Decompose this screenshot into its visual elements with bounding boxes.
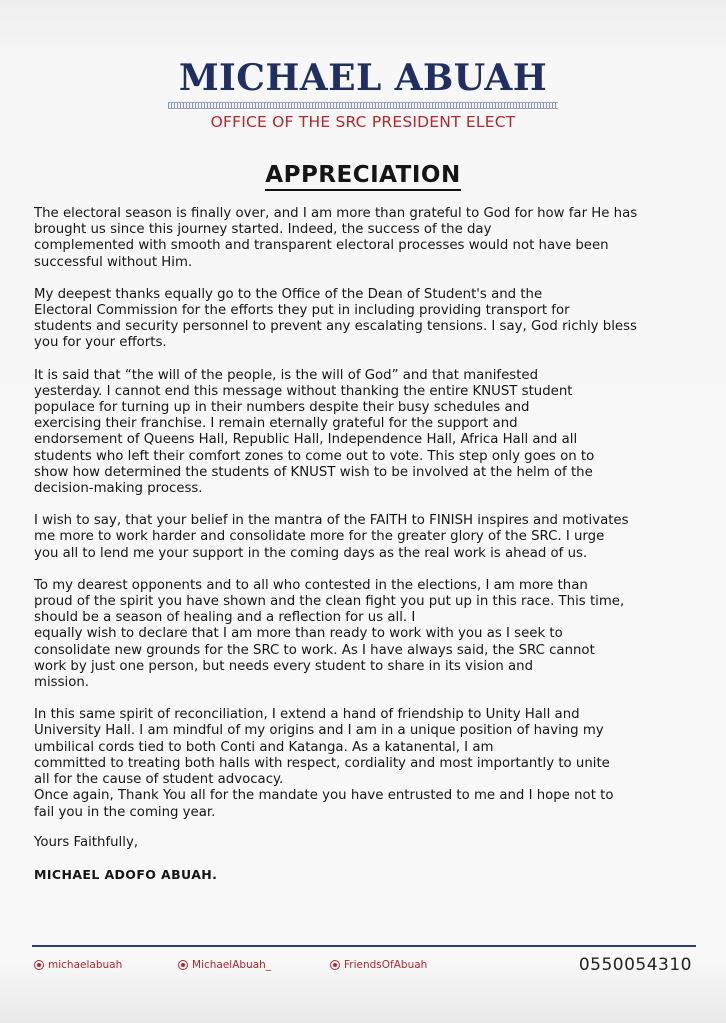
paragraph: In this same spirit of reconciliation, I extend a hand of friendship to Unity Hall and University Hall. I am mindful of my origins and I am in a unique position of having my umbilical cords tied to both Conti and Katanga. As a katanental, I am committed to treating both halls with respect, cordiality and most importantly to unite all for the cause of student advocacy. Once again, Thank You all for the mandate you have entrusted to me and I hope not to fail you in the coming year.: [34, 707, 614, 820]
social-handle: FriendsOfAbuah: [344, 959, 428, 971]
letterhead-name: MICHAEL ABUAH: [178, 57, 548, 99]
letterhead: [0, 58, 726, 131]
letter-body: [34, 206, 704, 899]
letterhead-divider: [168, 102, 558, 109]
footer: [32, 955, 696, 979]
signature-name: MICHAEL ADOFO ABUAH.: [34, 866, 218, 882]
phone-number: 0550054310: [578, 955, 692, 975]
social-twitter[interactable]: [178, 959, 271, 971]
document-title: [0, 162, 726, 188]
social-facebook[interactable]: [330, 959, 427, 971]
social-handle: michaelabuah: [48, 959, 123, 971]
social-instagram[interactable]: [34, 959, 122, 971]
paragraph: My deepest thanks equally go to the Office of the Dean of Student's and the Electoral Commission for the efforts they put in including providing transport for students and security personnel to prevent any escalating tensions. I say, God richly bless you for your efforts.: [34, 286, 637, 351]
twitter-icon: [178, 960, 188, 970]
paragraph: The electoral season is finally over, and I am more than grateful to God for how far He has brought us since this journey started. Indeed, the success of the day complemented with smooth and transparent electoral processes would not have been successful without Him.: [34, 206, 638, 270]
letterhead-subtitle: OFFICE OF THE SRC PRESIDENT ELECT: [210, 113, 516, 131]
facebook-icon: [330, 960, 340, 970]
document-title-text: APPRECIATION: [265, 162, 460, 191]
paragraph: I wish to say, that your belief in the mantra of the FAITH to FINISH inspires and motivates me more to work harder and consolidate more for the greater glory of the SRC. I urge you all to lend me your support in the coming days as the real work is ahead of us.: [34, 513, 629, 561]
paragraph: It is said that “the will of the people, is the will of God” and that manifested yesterday. I cannot end this message without thanking the entire KNUST student populace for turning up in their numbers despite their busy schedules and exercising their franchise. I remain eternally grateful for the support and endorsement of Queens Hall, Republic Hall, Independence Hall, Africa Hall and all students who left their comfort zones to come out to vote. This step only goes on to show how determined the students of KNUST wish to be involved at the helm of the decision-making process.: [34, 367, 595, 497]
instagram-icon: [34, 960, 44, 970]
paragraph: To my dearest opponents and to all who contested in the elections, I am more than proud of the spirit you have shown and the clean fight you put up in this race. This time, should be a season of healing and a reflection for us all. I equally wish to declare that I am more than ready to work with you as I seek to consolidate new grounds for the SRC to work. As I have always said, the SRC cannot work by just one person, but needs every student to share in its vision and mission.: [34, 577, 625, 691]
social-handle: MichaelAbuah_: [192, 959, 272, 971]
footer-divider: [32, 945, 696, 947]
closing-line: Yours Faithfully,: [34, 834, 139, 850]
